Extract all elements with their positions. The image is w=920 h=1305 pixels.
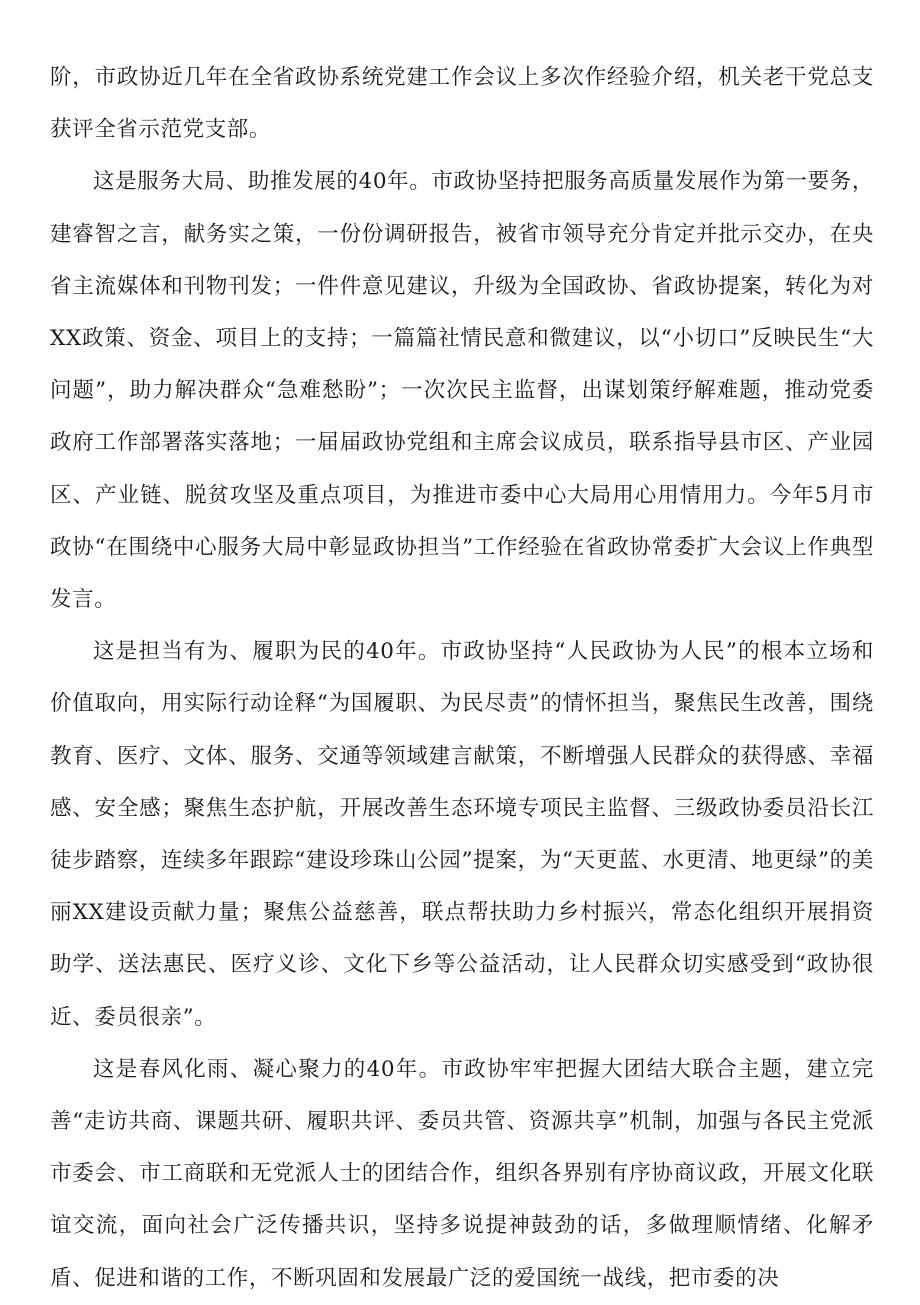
paragraph-unity-consensus: 这是春风化雨、凝心聚力的40年。市政协牢牢把握大团结大联合主题，建立完善“走访共商、课题共研、履职共评、委员共管、资源共享”机制，加强与各民主党派市委会、市工商联和无党派人士的团结合作，组织各界别有序协商议政，开展文化联谊交流，面向社会广泛传播共识，坚持多说提神鼓劲的话，多做理顺情绪、化解矛盾、促进和谐的工作，不断巩固和发展最广泛的爱国统一战线，把市委的决 <box>50 1056 874 1291</box>
paragraph-service-development: 这是服务大局、助推发展的40年。市政协坚持把服务高质量发展作为第一要务，建睿智之言，献务实之策，一份份调研报告，被省市领导充分肯定并批示交办，在央省主流媒体和刊物刊发；一件件意见建议，升级为全国政协、省政协提案，转化为对XX政策、资金、项目上的支持；一篇篇社情民意和微建议，以“小切口”反映民生“大问题”，助力解决群众“急难愁盼”；一次次民主监督，出谋划策纾解难题，推动党委政府工作部署落实落地；一届届政协党组和主席会议成员，联系指导县市区、产业园区、产业链、脱贫攻坚及重点项目，为推进市委中心大局用心用情用力。今年5月市政协“在围绕中心服务大局中彰显政协担当”工作经验在省政协常委扩大会议上作典型发言。 <box>50 169 874 613</box>
paragraph-continuation: 阶，市政协近几年在全省政协系统党建工作会议上多次作经验介绍，机关老干党总支获评全省示范党支部。 <box>50 65 874 143</box>
body-text <box>50 52 874 1305</box>
paragraph-duty-for-people: 这是担当有为、履职为民的40年。市政协坚持“人民政协为人民”的根本立场和价值取向，用实际行动诠释“为国履职、为民尽责”的情怀担当，聚焦民生改善，围绕教育、医疗、文体、服务、交通等领域建言献策，不断增强人民群众的获得感、幸福感、安全感；聚焦生态护航，开展改善生态环境专项民主监督、三级政协委员沿长江徒步踏察，连续多年跟踪“建设珍珠山公园”提案，为“天更蓝、水更清、地更绿”的美丽XX建设贡献力量；聚焦公益慈善，联点帮扶助力乡村振兴，常态化组织开展捐资助学、送法惠民、医疗义诊、文化下乡等公益活动，让人民群众切实感受到“政协很近、委员很亲”。 <box>50 639 874 1030</box>
